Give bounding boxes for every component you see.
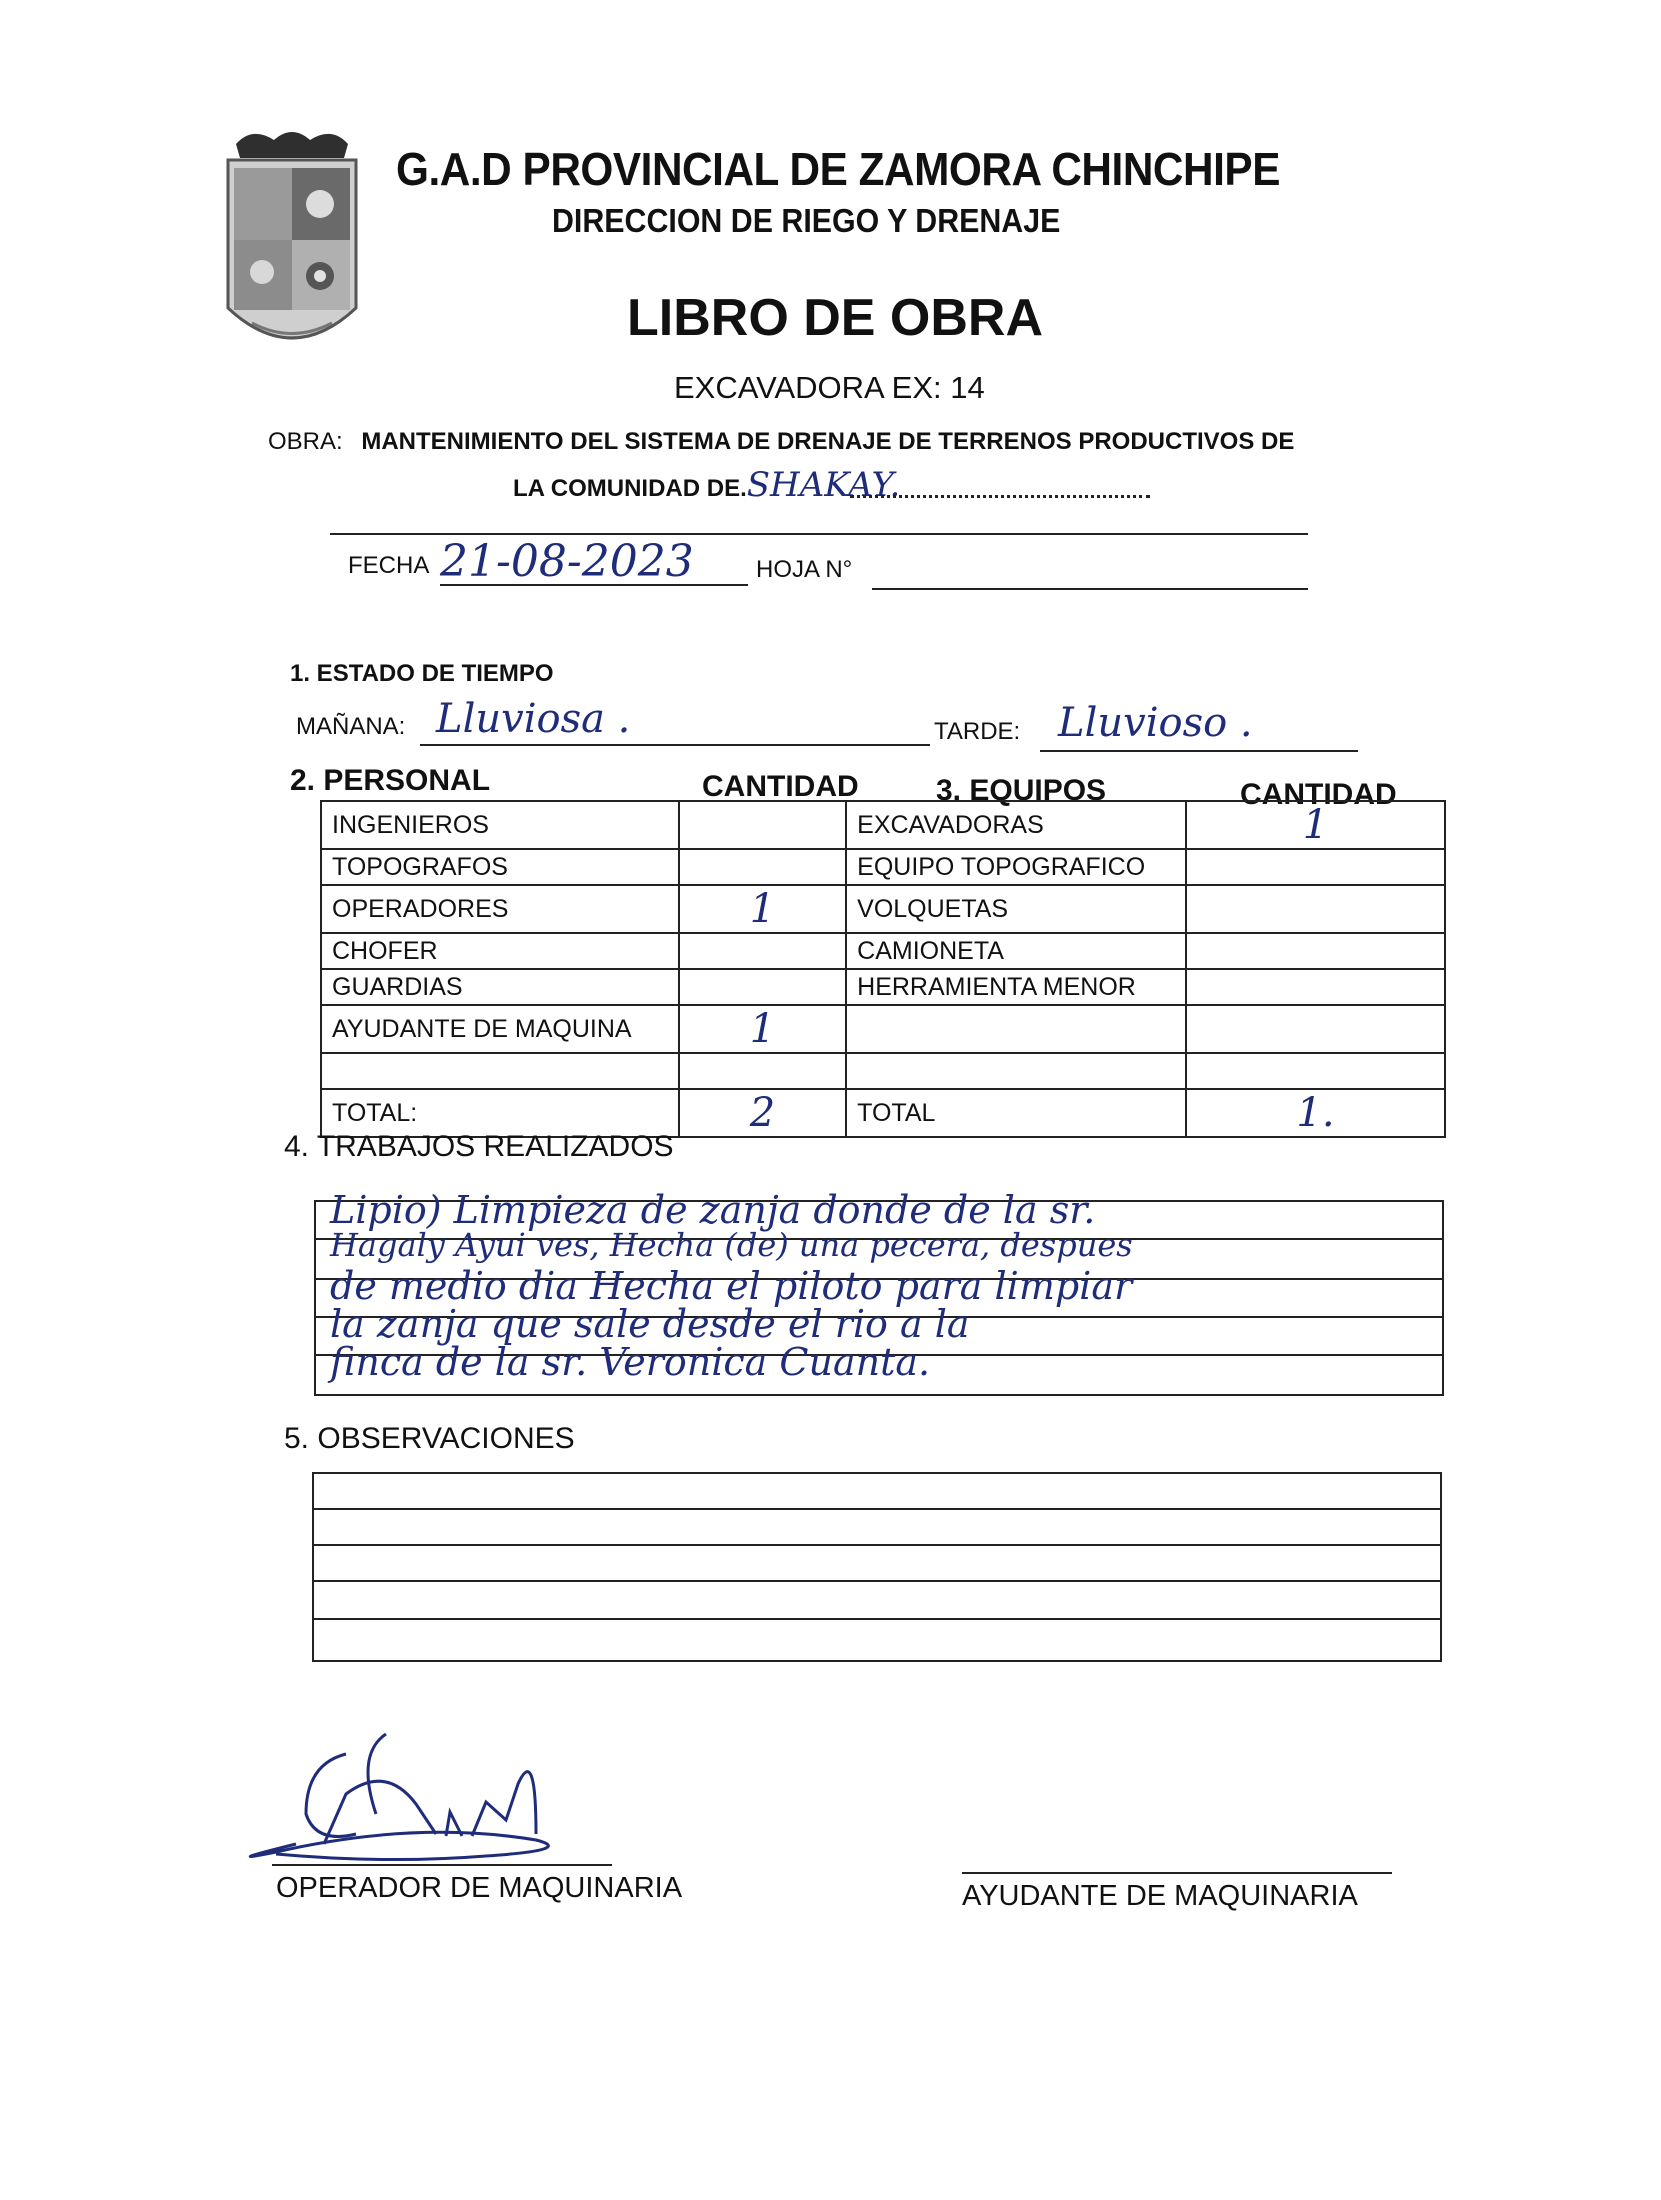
personal-qty: 1 [679, 885, 846, 933]
personal-qty [679, 801, 846, 849]
manana-line [420, 744, 930, 746]
operador-signature-line [272, 1864, 612, 1866]
obra-line-2 [513, 465, 900, 505]
equipos-total-value: 1. [1186, 1089, 1445, 1137]
observaciones-heading: 5. OBSERVACIONES [284, 1422, 575, 1455]
trabajo-line: Hagaly Ayui ves, Hecha (de) una pecera, despues [330, 1226, 1133, 1264]
manana-label: MAÑANA: [296, 713, 406, 740]
hoja-line [872, 588, 1308, 590]
table-row [321, 933, 1445, 969]
equipo-label: HERRAMIENTA MENOR [846, 969, 1186, 1005]
ruled-line [314, 1618, 1440, 1620]
machine-id: EXCAVADORA EX: 14 [674, 370, 985, 405]
community-dotted-line [850, 495, 1150, 498]
personal-label: OPERADORES [321, 885, 679, 933]
obra-description-1: MANTENIMIENTO DEL SISTEMA DE DRENAJE DE TERRENOS PRODUCTIVOS DE [361, 428, 1295, 455]
equipo-qty [1186, 969, 1445, 1005]
equipo-label: CAMIONETA [846, 933, 1186, 969]
personal-cantidad-label: CANTIDAD [702, 770, 859, 803]
tarde-value: Lluvioso . [1058, 700, 1253, 746]
equipo-label: EQUIPO TOPOGRAFICO [846, 849, 1186, 885]
department-title: DIRECCION DE RIEGO Y DRENAJE [552, 202, 1061, 239]
table-row [321, 849, 1445, 885]
tarde-line [1040, 750, 1358, 752]
trabajos-heading: 4. TRABAJOS REALIZADOS [284, 1130, 674, 1163]
trabajos-box [314, 1188, 1444, 1396]
obra-line-1 [268, 428, 1294, 456]
personal-total-value: 2 [679, 1089, 846, 1137]
hoja-label: HOJA N° [756, 556, 853, 583]
ruled-line [314, 1580, 1440, 1582]
personal-qty [679, 933, 846, 969]
personal-label: GUARDIAS [321, 969, 679, 1005]
fecha-value: 21-08-2023 [440, 536, 694, 587]
trabajo-line: Lipio) Limpieza de zanja donde de la sr. [330, 1188, 1096, 1232]
equipo-qty [1186, 1053, 1445, 1089]
operador-label: OPERADOR DE MAQUINARIA [276, 1872, 683, 1904]
ayudante-label: AYUDANTE DE MAQUINARIA [962, 1880, 1358, 1912]
equipo-label: VOLQUETAS [846, 885, 1186, 933]
equipo-label [846, 1005, 1186, 1053]
book-title: LIBRO DE OBRA [627, 289, 1043, 347]
table-row [321, 1005, 1445, 1053]
equipo-label [846, 1053, 1186, 1089]
trabajo-line: la zanja que sale desde el rio a la [330, 1302, 970, 1346]
community-name: SHAKAY. [746, 465, 901, 505]
equipo-qty: 1 [1186, 801, 1445, 849]
equipo-qty [1186, 1005, 1445, 1053]
table-row [321, 885, 1445, 933]
personal-qty: 1 [679, 1005, 846, 1053]
personal-qty [679, 1053, 846, 1089]
equipos-heading: 3. EQUIPOS [936, 774, 1107, 807]
equipo-qty [1186, 849, 1445, 885]
equipo-label: EXCAVADORAS [846, 801, 1186, 849]
operator-signature [236, 1724, 596, 1874]
equipo-qty [1186, 933, 1445, 969]
observaciones-box [312, 1472, 1442, 1662]
personal-qty [679, 969, 846, 1005]
fecha-line [440, 584, 748, 586]
personal-label: TOPOGRAFOS [321, 849, 679, 885]
equipos-total-label: TOTAL [846, 1089, 1186, 1137]
table-row [321, 801, 1445, 849]
ruled-line [314, 1508, 1440, 1510]
tarde-label: TARDE: [934, 718, 1021, 745]
equipo-qty [1186, 885, 1445, 933]
manana-value: Lluviosa . [436, 696, 631, 742]
table-row [321, 969, 1445, 1005]
ayudante-signature-line [962, 1872, 1392, 1874]
obra-rule-line [330, 533, 1308, 535]
table-row [321, 1053, 1445, 1089]
ruled-line [314, 1544, 1440, 1546]
obra-label: OBRA: [268, 428, 343, 455]
fecha-label: FECHA [348, 552, 430, 579]
personal-label [321, 1053, 679, 1089]
resource-table [320, 800, 1446, 1138]
org-title: G.A.D PROVINCIAL DE ZAMORA CHINCHIPE [396, 143, 1280, 195]
estado-tiempo-heading: 1. ESTADO DE TIEMPO [290, 660, 554, 687]
personal-qty [679, 849, 846, 885]
trabajo-line: finca de la sr. Veronica Cuanta. [330, 1340, 931, 1384]
obra-description-2: LA COMUNIDAD DE. [513, 475, 747, 502]
trabajo-line: de medio dia Hecha el piloto para limpiar [330, 1264, 1133, 1308]
equipos-cantidad-label: CANTIDAD [1240, 778, 1397, 811]
personal-total-label: TOTAL: [321, 1089, 679, 1137]
coat-of-arms-logo [212, 118, 372, 358]
personal-label: AYUDANTE DE MAQUINA [321, 1005, 679, 1053]
personal-label: CHOFER [321, 933, 679, 969]
personal-label: INGENIEROS [321, 801, 679, 849]
personal-heading: 2. PERSONAL [290, 764, 491, 797]
